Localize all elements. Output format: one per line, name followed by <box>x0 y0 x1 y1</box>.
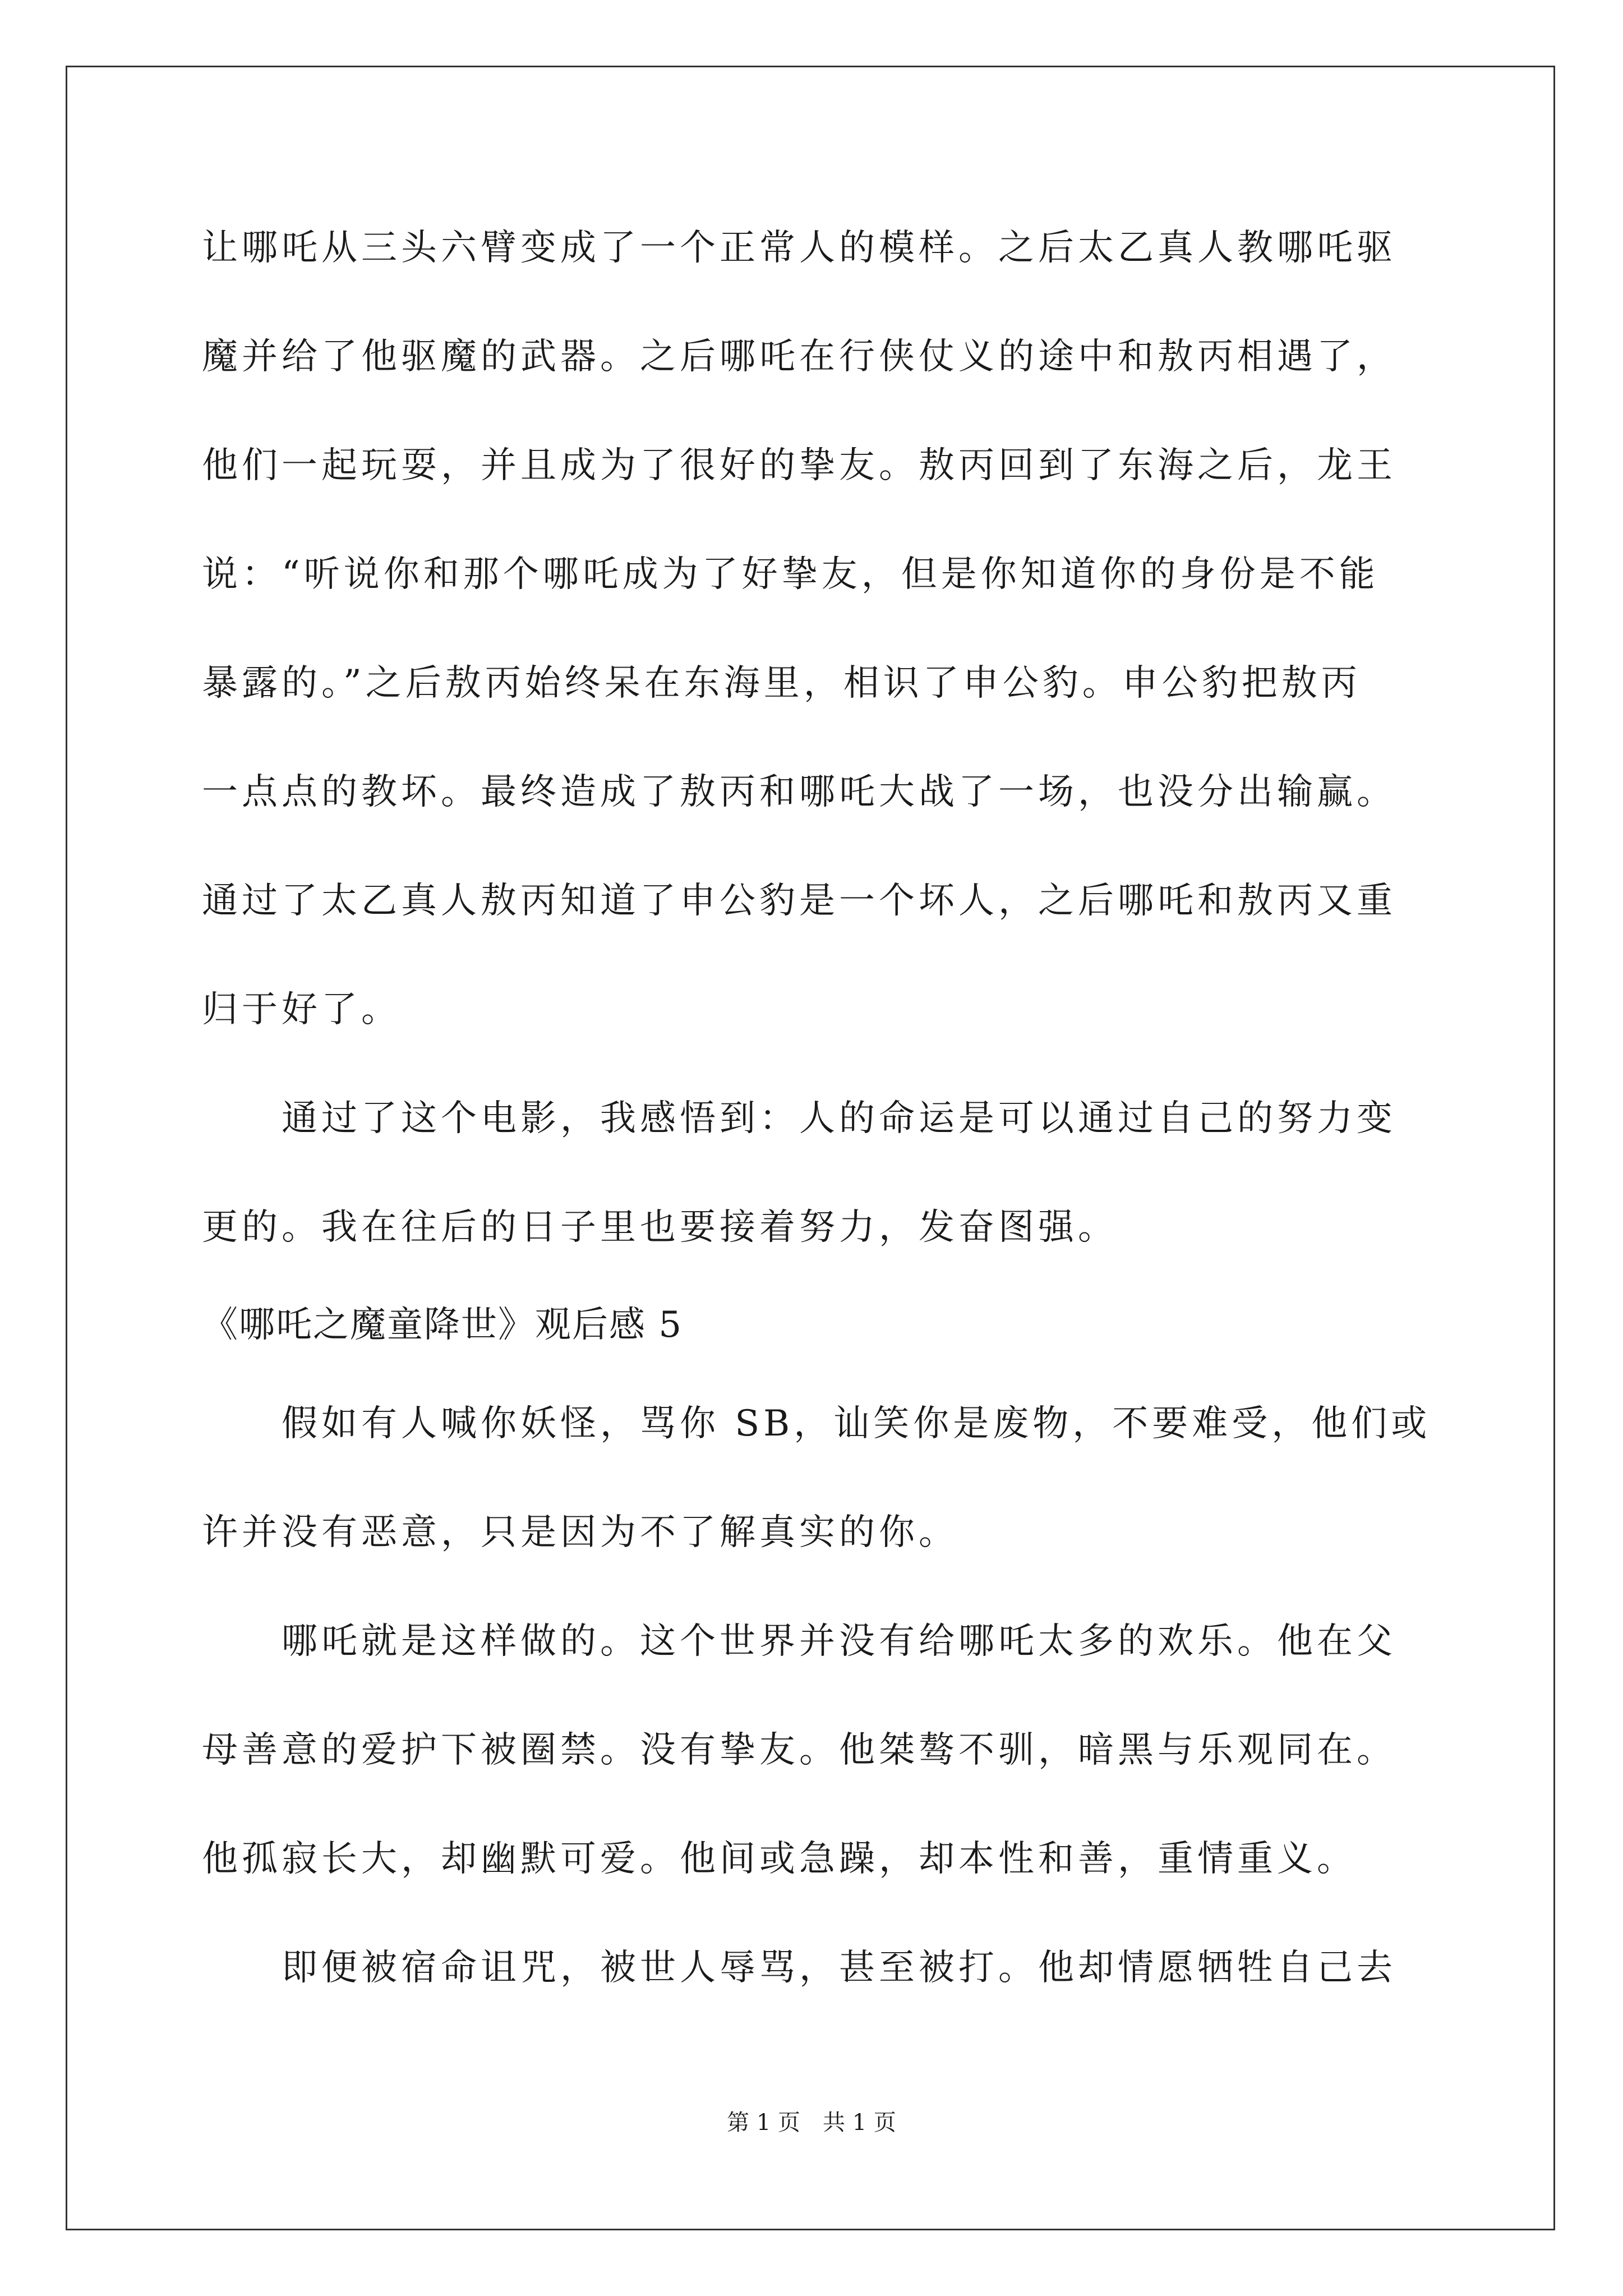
body-line: 通过了这个电影，我感悟到：人的命运是可以通过自己的努力变 <box>202 1098 1396 1139</box>
body-line: 假如有人喊你妖怪，骂你 SB，讪笑你是废物，不要难受，他们或 <box>202 1403 1431 1444</box>
body-line: 他孤寂长大，却幽默可爱。他间或急躁，却本性和善，重情重义。 <box>202 1838 1357 1880</box>
body-line: 暴露的。”之后敖丙始终呆在东海里，相识了申公豹。申公豹把敖丙 <box>202 662 1361 704</box>
body-line: 让哪吒从三头六臂变成了一个正常人的模样。之后太乙真人教哪吒驱 <box>202 227 1396 269</box>
body-line: 说：“听说你和那个哪吒成为了好挚友，但是你知道你的身份是不能 <box>202 554 1379 595</box>
body-line: 他们一起玩耍，并且成为了很好的挚友。敖丙回到了东海之后，龙王 <box>202 445 1396 486</box>
body-line: 归于好了。 <box>202 989 401 1030</box>
page-border <box>66 66 1555 2230</box>
body-line: 母善意的爱护下被圈禁。没有挚友。他桀骜不驯，暗黑与乐观同在。 <box>202 1729 1396 1771</box>
body-line: 魔并给了他驱魔的武器。之后哪吒在行侠仗义的途中和敖丙相遇了， <box>202 336 1396 378</box>
body-line: 哪吒就是这样做的。这个世界并没有给哪吒太多的欢乐。他在父 <box>202 1621 1396 1662</box>
body-line: 一点点的教坏。最终造成了敖丙和哪吒大战了一场，也没分出输赢。 <box>202 771 1396 813</box>
body-line: 许并没有恶意，只是因为不了解真实的你。 <box>202 1512 958 1553</box>
section-heading: 《哪吒之魔童降世》观后感 5 <box>202 1304 683 1346</box>
page-footer: 第 1 页 共 1 页 <box>727 2110 896 2136</box>
body-line: 即便被宿命诅咒，被世人辱骂，甚至被打。他却情愿牺牲自己去 <box>202 1947 1396 1989</box>
body-line: 通过了太乙真人敖丙知道了申公豹是一个坏人，之后哪吒和敖丙又重 <box>202 880 1396 922</box>
body-line: 更的。我在往后的日子里也要接着努力，发奋图强。 <box>202 1207 1118 1248</box>
